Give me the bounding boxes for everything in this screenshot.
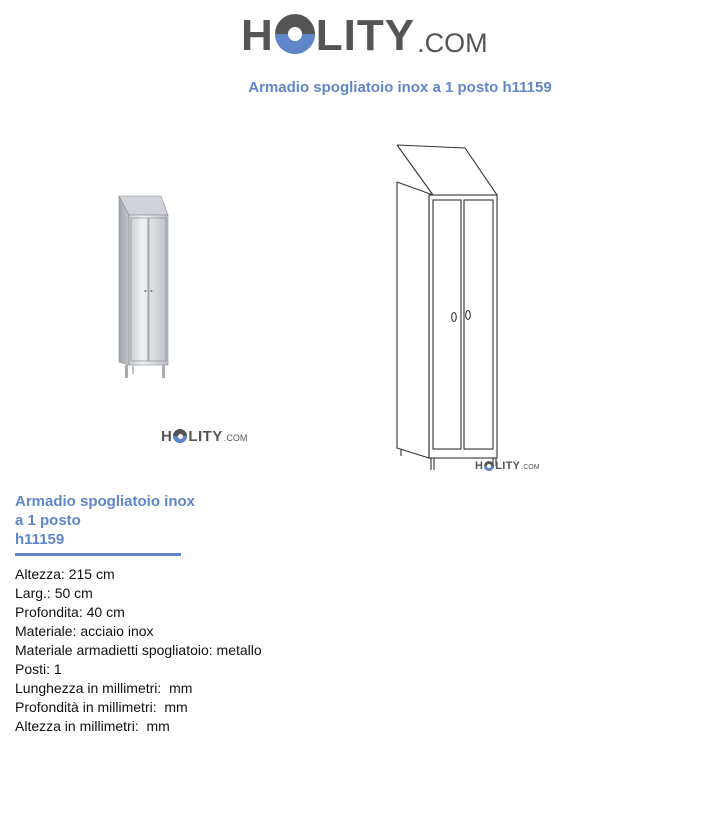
photo-watermark: H LITY .COM: [161, 428, 248, 445]
handle-right: [151, 290, 153, 292]
logo-domain: .COM: [417, 28, 488, 58]
technical-drawing: [393, 140, 503, 475]
product-name-line1: Armadio spogliatoio inox: [15, 493, 196, 510]
holity-logo[interactable]: [241, 11, 488, 60]
spec-row: Lunghezza in millimetri: mm: [15, 680, 193, 696]
logo-o-icon: [275, 14, 315, 54]
page-title: Armadio spogliatoio inox a 1 posto h11159: [248, 79, 552, 96]
leg: [125, 365, 128, 378]
spec-row: Materiale: acciaio inox: [15, 623, 154, 639]
drawing-front: [429, 195, 497, 458]
spec-row: Altezza in millimetri: mm: [15, 718, 170, 734]
spec-row: Posti: 1: [15, 661, 62, 677]
drawing-handle-right: [466, 311, 471, 320]
product-name-line2: a 1 posto: [15, 512, 81, 529]
leg: [132, 365, 134, 374]
leg: [162, 365, 165, 378]
drawing-watermark: H LITY .COM: [475, 460, 540, 472]
watermark-o-icon: [484, 461, 494, 471]
handle-left: [145, 290, 147, 292]
logo-text-right: LITY: [315, 11, 416, 60]
drawing-roof: [397, 145, 497, 195]
heading-divider: [15, 553, 181, 556]
watermark-o-icon: [173, 429, 187, 443]
drawing-handle-left: [452, 313, 457, 322]
drawing-door-right: [464, 200, 493, 449]
spec-row: Materiale armadietti spogliatoio: metallo: [15, 642, 262, 658]
drawing-door-left: [433, 200, 461, 449]
locker-front: [129, 215, 168, 365]
product-code: h11159: [15, 531, 65, 548]
logo-text-left: H: [241, 11, 274, 60]
spec-list: [15, 565, 262, 736]
product-heading: [15, 492, 255, 549]
drawing-side: [397, 182, 429, 458]
spec-row: Altezza: 215 cm: [15, 566, 115, 582]
spec-row: Profondità in millimetri: mm: [15, 699, 188, 715]
spec-row: Profondita: 40 cm: [15, 604, 125, 620]
spec-row: Larg.: 50 cm: [15, 585, 93, 601]
product-photo: [110, 190, 180, 385]
locker-side: [119, 196, 129, 365]
